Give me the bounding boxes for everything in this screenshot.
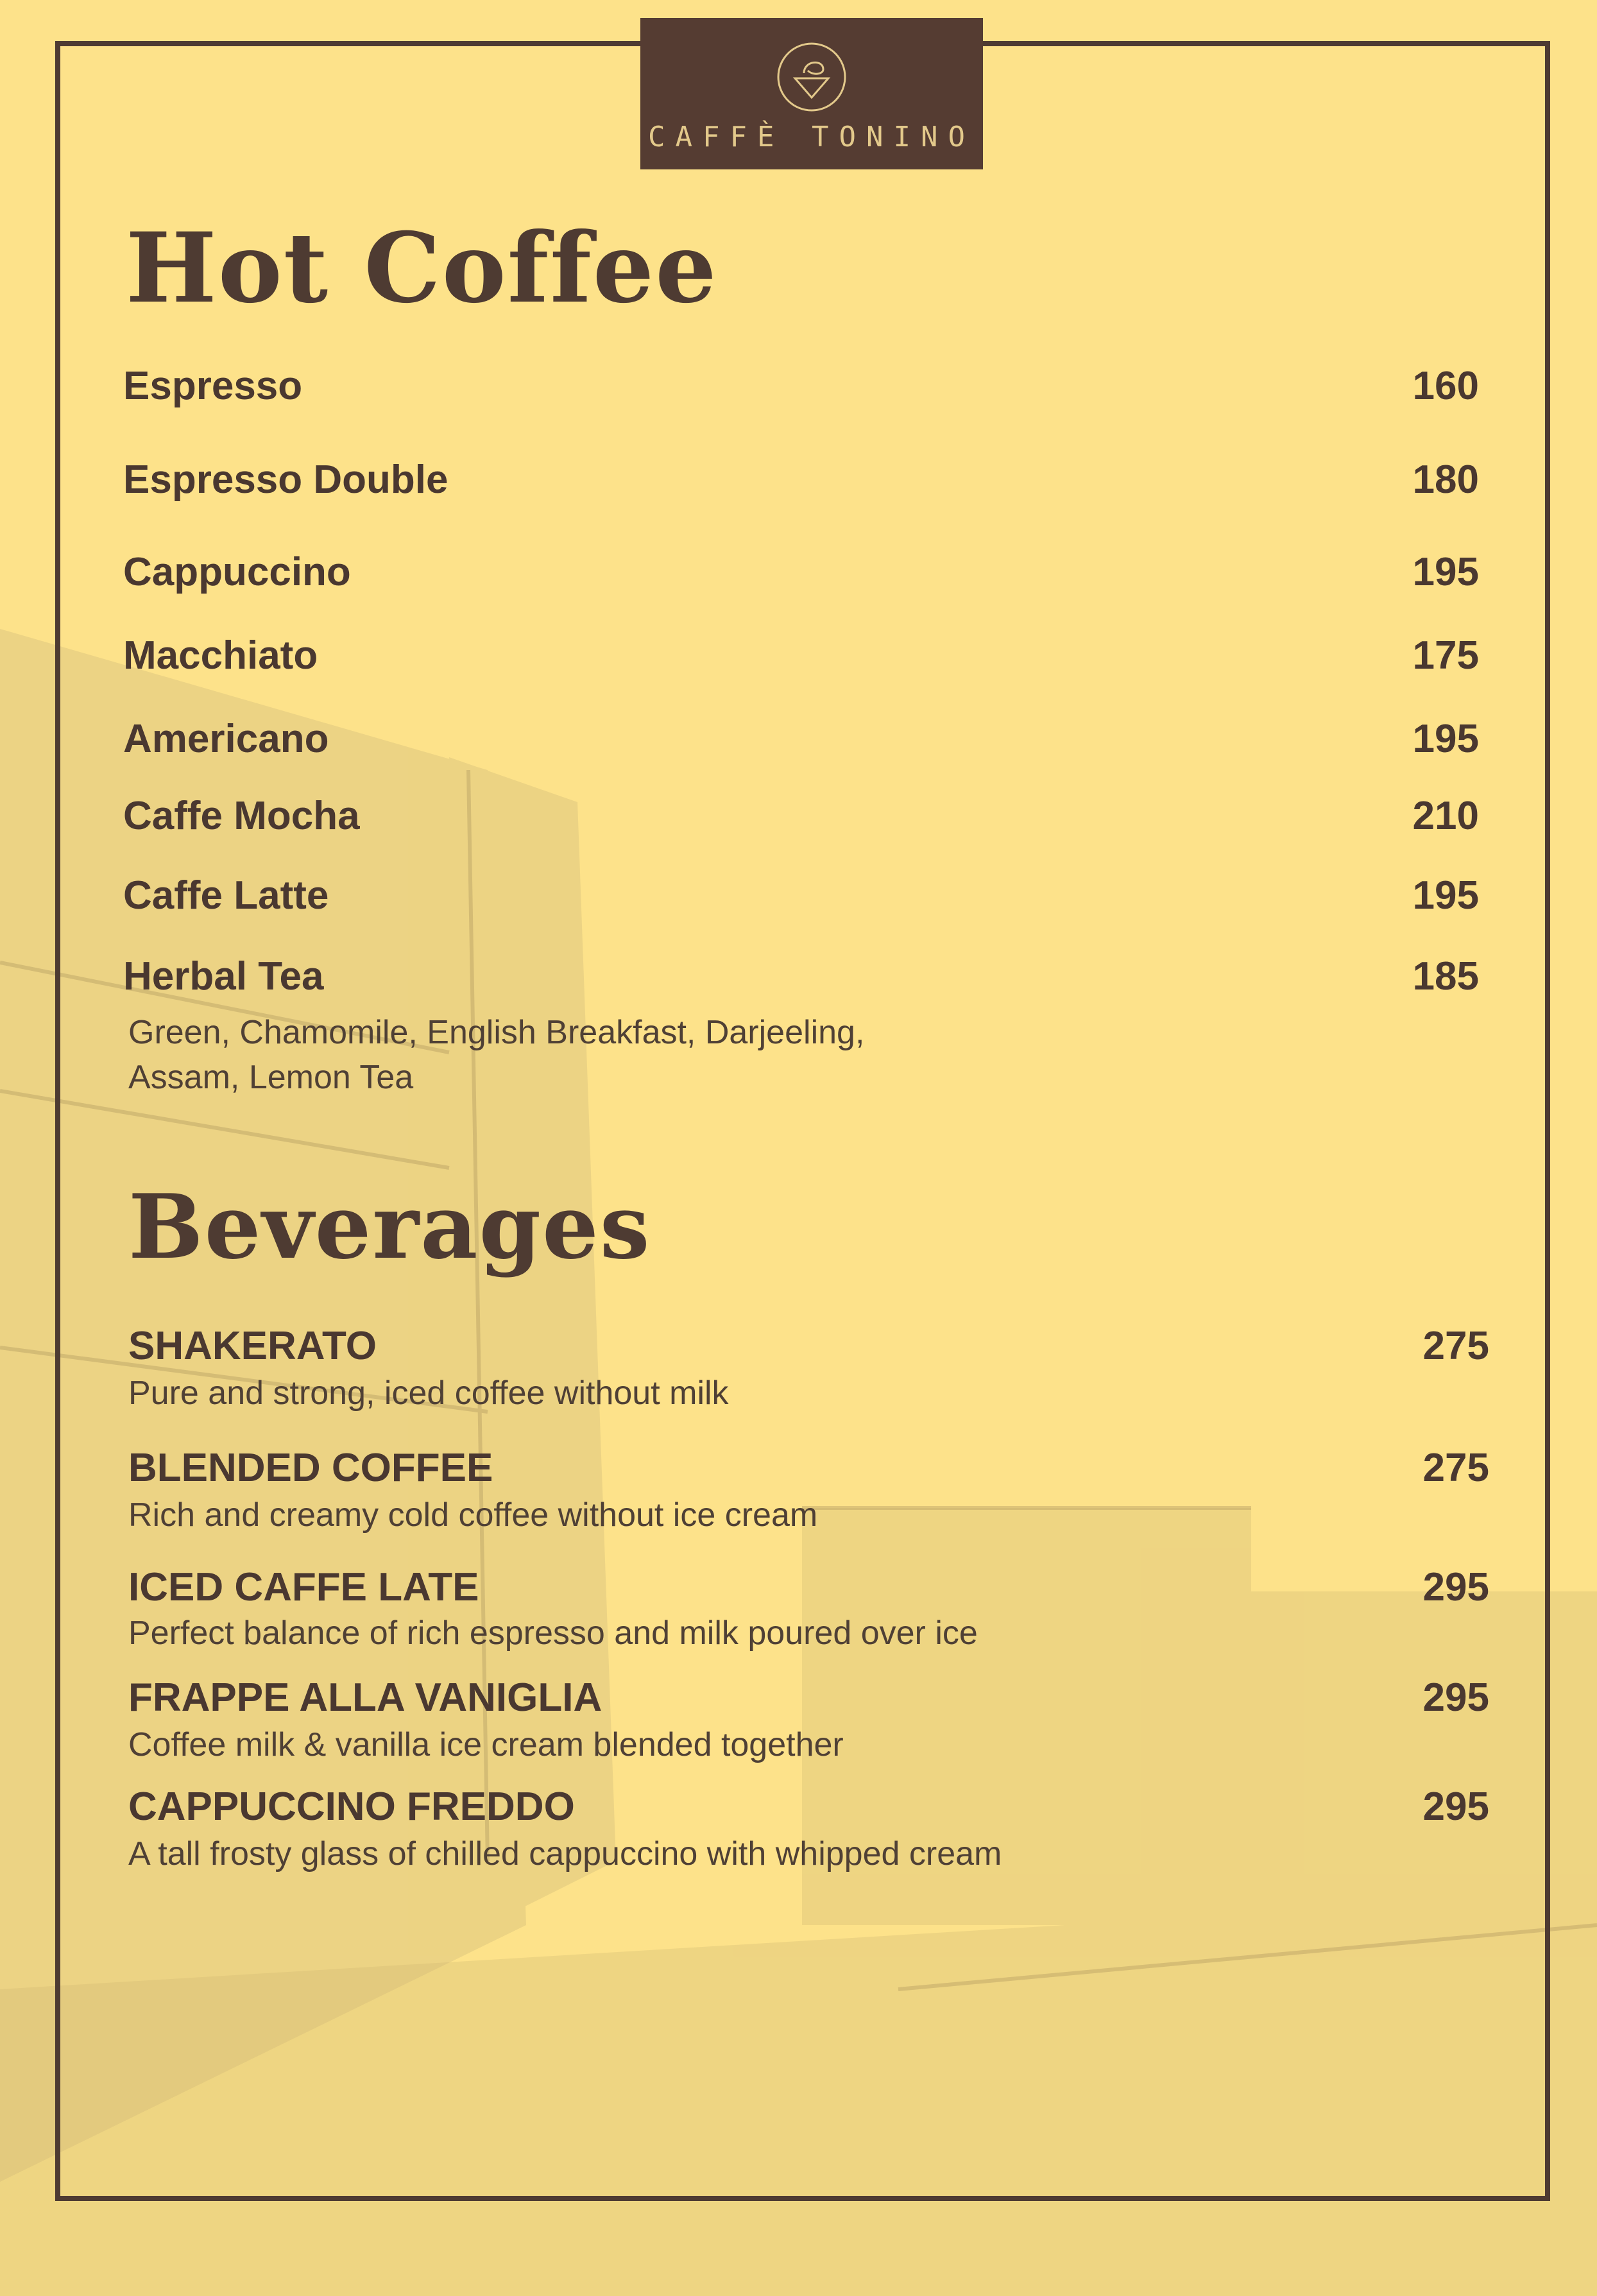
menu-item-price: 210 — [1412, 794, 1479, 838]
menu-item-description: Pure and strong, iced coffee without milk — [128, 1375, 729, 1412]
menu-item-price: 185 — [1412, 954, 1479, 998]
menu-item-price: 295 — [1422, 1565, 1489, 1609]
menu-item-name: BLENDED COFFEE — [128, 1446, 493, 1490]
menu-item-name: Cappuccino — [123, 550, 351, 594]
coffee-cup-logo-icon — [773, 39, 850, 116]
menu-item-description: Rich and creamy cold coffee without ice cream — [128, 1496, 818, 1534]
menu-item-price: 160 — [1412, 364, 1479, 408]
menu-item-name: Americano — [123, 717, 329, 761]
menu-item-name: Caffe Latte — [123, 873, 329, 918]
menu-item-name: Caffe Mocha — [123, 794, 360, 838]
menu-item-price: 175 — [1412, 633, 1479, 678]
menu-item-description: Perfect balance of rich espresso and milk poured over ice — [128, 1615, 978, 1652]
menu-item-description: Assam, Lemon Tea — [128, 1059, 414, 1096]
section-title-beverages: Beverages — [128, 1174, 651, 1279]
menu-item-name: Herbal Tea — [123, 954, 324, 998]
menu-item-description: A tall frosty glass of chilled cappuccino with whipped cream — [128, 1835, 1002, 1872]
menu-item-price: 195 — [1412, 550, 1479, 594]
menu-item-name: Espresso — [123, 364, 303, 408]
menu-item-price: 275 — [1422, 1446, 1489, 1490]
menu-item-price: 275 — [1422, 1324, 1489, 1368]
menu-item-description: Green, Chamomile, English Breakfast, Darjeeling, — [128, 1014, 865, 1051]
menu-item-price: 195 — [1412, 717, 1479, 761]
menu-item-name: Espresso Double — [123, 458, 448, 502]
menu-item-price: 180 — [1412, 458, 1479, 502]
menu-item-price: 195 — [1412, 873, 1479, 918]
menu-item-price: 295 — [1422, 1675, 1489, 1720]
menu-item-name: SHAKERATO — [128, 1324, 377, 1368]
menu-item-name: FRAPPE ALLA VANIGLIA — [128, 1675, 602, 1720]
menu-item-price: 295 — [1422, 1785, 1489, 1829]
section-title-hot-coffee: Hot Coffee — [126, 212, 718, 325]
brand-name: CAFFÈ TONINO — [648, 121, 975, 153]
menu-item-name: CAPPUCCINO FREDDO — [128, 1785, 575, 1829]
menu-item-name: Macchiato — [123, 633, 318, 678]
menu-item-name: ICED CAFFE LATE — [128, 1565, 479, 1609]
logo-badge — [640, 18, 983, 169]
menu-item-description: Coffee milk & vanilla ice cream blended together — [128, 1726, 844, 1763]
